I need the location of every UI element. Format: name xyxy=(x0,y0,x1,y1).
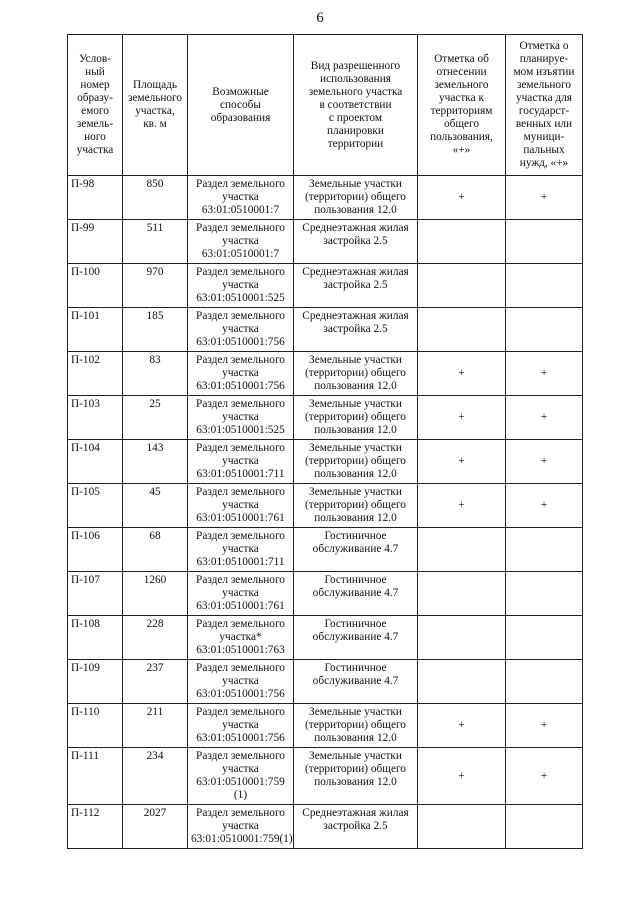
table-row xyxy=(68,220,583,264)
formation-method-cell: Раздел земельного участка 63:01:0510001:759(1) xyxy=(188,805,294,849)
plot-number-cell: П-98 xyxy=(68,176,123,220)
formation-method-cell: Раздел земельного участка* 63:01:0510001:763 xyxy=(188,616,294,660)
table-row xyxy=(68,572,583,616)
public-use-mark-cell xyxy=(418,616,506,660)
table-row xyxy=(68,616,583,660)
table-row xyxy=(68,176,583,220)
area-cell: 143 xyxy=(123,440,188,484)
formation-method-cell: Раздел земельного участка 63:01:0510001:7 xyxy=(188,220,294,264)
permitted-use-cell: Среднеэтажная жилая застройка 2.5 xyxy=(294,220,418,264)
seizure-mark-cell: + xyxy=(506,440,583,484)
permitted-use-cell: Гостиничное обслуживание 4.7 xyxy=(294,616,418,660)
area-cell: 850 xyxy=(123,176,188,220)
table-row xyxy=(68,805,583,849)
public-use-mark-cell: + xyxy=(418,396,506,440)
seizure-mark-cell xyxy=(506,572,583,616)
formation-method-cell: Раздел земельного участка 63:01:0510001:761 xyxy=(188,572,294,616)
area-cell: 211 xyxy=(123,704,188,748)
formation-method-cell: Раздел земельного участка 63:01:0510001:525 xyxy=(188,396,294,440)
formation-method-cell: Раздел земельного участка 63:01:0510001:759 (1) xyxy=(188,748,294,805)
area-cell: 228 xyxy=(123,616,188,660)
header-area: Площадь земельного участка, кв. м xyxy=(123,35,188,176)
seizure-mark-cell xyxy=(506,660,583,704)
area-cell: 970 xyxy=(123,264,188,308)
table-row xyxy=(68,484,583,528)
plot-number-cell: П-103 xyxy=(68,396,123,440)
seizure-mark-cell: + xyxy=(506,704,583,748)
header-public-use-mark: Отметка об отнесении земельного участка к территориям общего пользования, «+» xyxy=(418,35,506,176)
plot-number-cell: П-108 xyxy=(68,616,123,660)
table-row xyxy=(68,440,583,484)
permitted-use-cell: Гостиничное обслуживание 4.7 xyxy=(294,572,418,616)
plot-number-cell: П-104 xyxy=(68,440,123,484)
plot-number-cell: П-112 xyxy=(68,805,123,849)
plot-number-cell: П-99 xyxy=(68,220,123,264)
seizure-mark-cell: + xyxy=(506,352,583,396)
public-use-mark-cell xyxy=(418,572,506,616)
permitted-use-cell: Среднеэтажная жилая застройка 2.5 xyxy=(294,264,418,308)
area-cell: 25 xyxy=(123,396,188,440)
table-row xyxy=(68,748,583,805)
area-cell: 68 xyxy=(123,528,188,572)
seizure-mark-cell: + xyxy=(506,748,583,805)
page-number: 6 xyxy=(316,10,324,26)
plot-number-cell: П-105 xyxy=(68,484,123,528)
formation-method-cell: Раздел земельного участка 63:01:0510001:711 xyxy=(188,528,294,572)
table-row xyxy=(68,660,583,704)
public-use-mark-cell: + xyxy=(418,748,506,805)
plot-number-cell: П-101 xyxy=(68,308,123,352)
permitted-use-cell: Земельные участки (территории) общего пользования 12.0 xyxy=(294,484,418,528)
permitted-use-cell: Земельные участки (территории) общего пользования 12.0 xyxy=(294,352,418,396)
seizure-mark-cell xyxy=(506,264,583,308)
table-row xyxy=(68,704,583,748)
permitted-use-cell: Земельные участки (территории) общего пользования 12.0 xyxy=(294,176,418,220)
land-plots-table xyxy=(67,34,583,849)
header-permitted-use: Вид разрешенного использования земельного участка в соответствии с проектом планировки территории xyxy=(294,35,418,176)
formation-method-cell: Раздел земельного участка 63:01:0510001:756 xyxy=(188,660,294,704)
formation-method-cell: Раздел земельного участка 63:01:0510001:756 xyxy=(188,352,294,396)
permitted-use-cell: Среднеэтажная жилая застройка 2.5 xyxy=(294,805,418,849)
table-row xyxy=(68,396,583,440)
formation-method-cell: Раздел земельного участка 63:01:0510001:761 xyxy=(188,484,294,528)
formation-method-cell: Раздел земельного участка 63:01:0510001:756 xyxy=(188,308,294,352)
seizure-mark-cell xyxy=(506,220,583,264)
area-cell: 185 xyxy=(123,308,188,352)
plot-number-cell: П-109 xyxy=(68,660,123,704)
plot-number-cell: П-111 xyxy=(68,748,123,805)
table-header-row xyxy=(68,35,583,176)
public-use-mark-cell xyxy=(418,528,506,572)
permitted-use-cell: Земельные участки (территории) общего пользования 12.0 xyxy=(294,748,418,805)
public-use-mark-cell: + xyxy=(418,484,506,528)
table-row xyxy=(68,352,583,396)
table-row xyxy=(68,528,583,572)
area-cell: 45 xyxy=(123,484,188,528)
public-use-mark-cell: + xyxy=(418,176,506,220)
plot-number-cell: П-107 xyxy=(68,572,123,616)
area-cell: 237 xyxy=(123,660,188,704)
seizure-mark-cell: + xyxy=(506,396,583,440)
header-formation-method: Возможные способы образования xyxy=(188,35,294,176)
public-use-mark-cell: + xyxy=(418,440,506,484)
public-use-mark-cell: + xyxy=(418,352,506,396)
public-use-mark-cell: + xyxy=(418,704,506,748)
seizure-mark-cell: + xyxy=(506,484,583,528)
public-use-mark-cell xyxy=(418,220,506,264)
public-use-mark-cell xyxy=(418,308,506,352)
seizure-mark-cell xyxy=(506,308,583,352)
area-cell: 2027 xyxy=(123,805,188,849)
seizure-mark-cell: + xyxy=(506,176,583,220)
seizure-mark-cell xyxy=(506,528,583,572)
area-cell: 1260 xyxy=(123,572,188,616)
public-use-mark-cell xyxy=(418,805,506,849)
permitted-use-cell: Земельные участки (территории) общего пользования 12.0 xyxy=(294,396,418,440)
plot-number-cell: П-110 xyxy=(68,704,123,748)
formation-method-cell: Раздел земельного участка 63:01:0510001:525 xyxy=(188,264,294,308)
plot-number-cell: П-102 xyxy=(68,352,123,396)
permitted-use-cell: Гостиничное обслуживание 4.7 xyxy=(294,528,418,572)
table-row xyxy=(68,308,583,352)
permitted-use-cell: Земельные участки (территории) общего пользования 12.0 xyxy=(294,440,418,484)
header-seizure-mark: Отметка о планируе- мом изъятии земельного участка для государст- венных или муници- пальных нужд, «+» xyxy=(506,35,583,176)
header-plot-number: Услов- ный номер образу- емого земель- ного участка xyxy=(68,35,123,176)
permitted-use-cell: Земельные участки (территории) общего пользования 12.0 xyxy=(294,704,418,748)
area-cell: 511 xyxy=(123,220,188,264)
seizure-mark-cell xyxy=(506,805,583,849)
area-cell: 234 xyxy=(123,748,188,805)
public-use-mark-cell xyxy=(418,660,506,704)
seizure-mark-cell xyxy=(506,616,583,660)
area-cell: 83 xyxy=(123,352,188,396)
formation-method-cell: Раздел земельного участка 63:01:0510001:711 xyxy=(188,440,294,484)
formation-method-cell: Раздел земельного участка 63:01:0510001:756 xyxy=(188,704,294,748)
table-row xyxy=(68,264,583,308)
permitted-use-cell: Гостиничное обслуживание 4.7 xyxy=(294,660,418,704)
formation-method-cell: Раздел земельного участка 63:01:0510001:7 xyxy=(188,176,294,220)
plot-number-cell: П-100 xyxy=(68,264,123,308)
plot-number-cell: П-106 xyxy=(68,528,123,572)
public-use-mark-cell xyxy=(418,264,506,308)
permitted-use-cell: Среднеэтажная жилая застройка 2.5 xyxy=(294,308,418,352)
